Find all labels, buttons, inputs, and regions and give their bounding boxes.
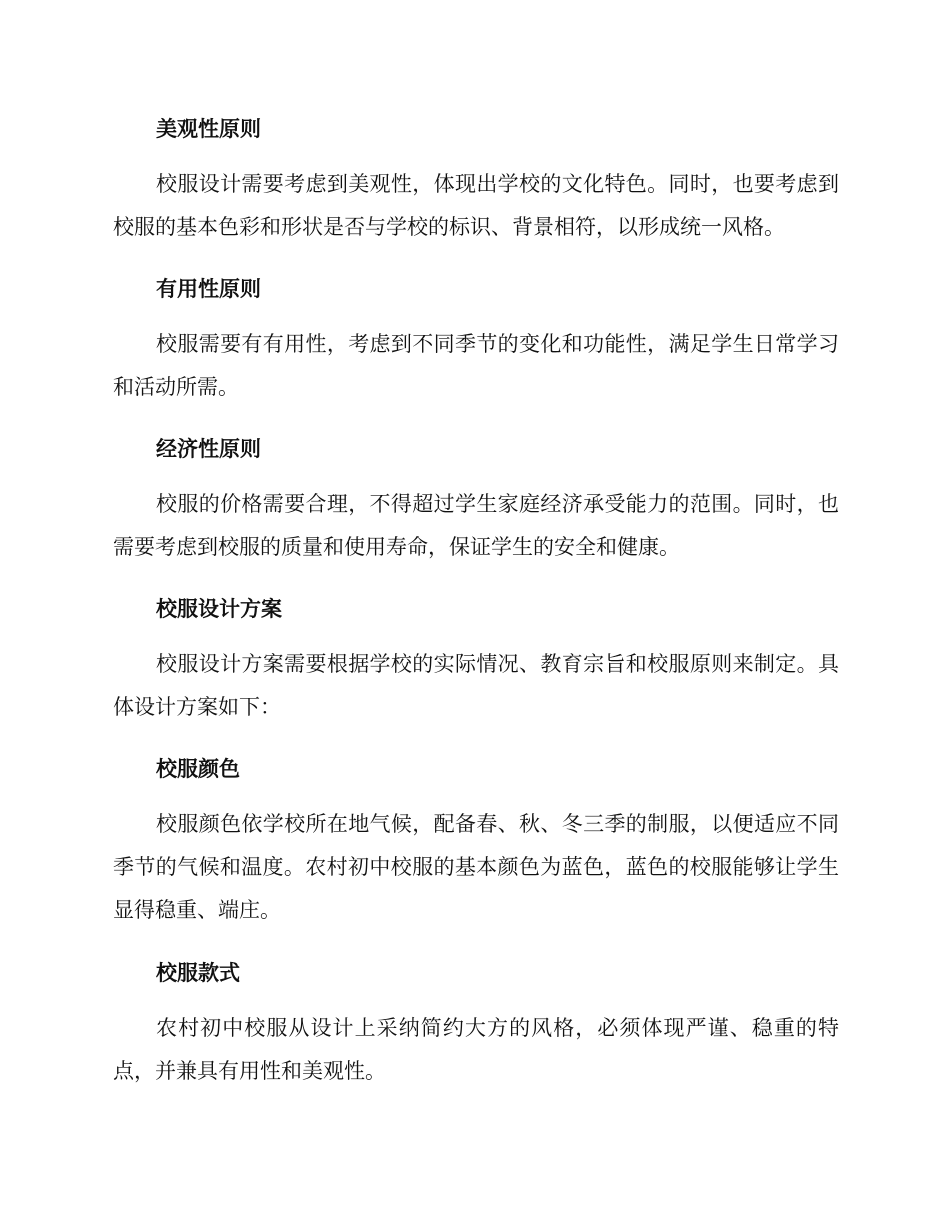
section-paragraph-usefulness: 校服需要有有用性，考虑到不同季节的变化和功能性，满足学生日常学习和活动所需。 — [113, 332, 839, 399]
section-heading-color: 校服颜色 — [156, 757, 240, 781]
section-heading-aesthetics: 美观性原则 — [156, 117, 261, 141]
section-paragraph-design-plan: 校服设计方案需要根据学校的实际情况、教育宗旨和校服原则来制定。具体设计方案如下： — [113, 652, 839, 719]
section-paragraph-style: 农村初中校服从设计上采纳简约大方的风格，必须体现严谨、稳重的特点，并兼具有用性和美观性。 — [113, 1016, 839, 1083]
section-heading-design-plan: 校服设计方案 — [156, 597, 282, 621]
section-paragraph-economy: 校服的价格需要合理，不得超过学生家庭经济承受能力的范围。同时，也需要考虑到校服的质量和使用寿命，保证学生的安全和健康。 — [113, 492, 839, 559]
section-heading-style: 校服款式 — [156, 961, 240, 985]
section-heading-economy: 经济性原则 — [156, 437, 261, 461]
section-heading-usefulness: 有用性原则 — [156, 277, 261, 301]
section-paragraph-aesthetics: 校服设计需要考虑到美观性，体现出学校的文化特色。同时，也要考虑到校服的基本色彩和形状是否与学校的标识、背景相符，以形成统一风格。 — [113, 172, 839, 239]
section-paragraph-color: 校服颜色依学校所在地气候，配备春、秋、冬三季的制服，以便适应不同季节的气候和温度。农村初中校服的基本颜色为蓝色，蓝色的校服能够让学生显得稳重、端庄。 — [113, 812, 839, 922]
